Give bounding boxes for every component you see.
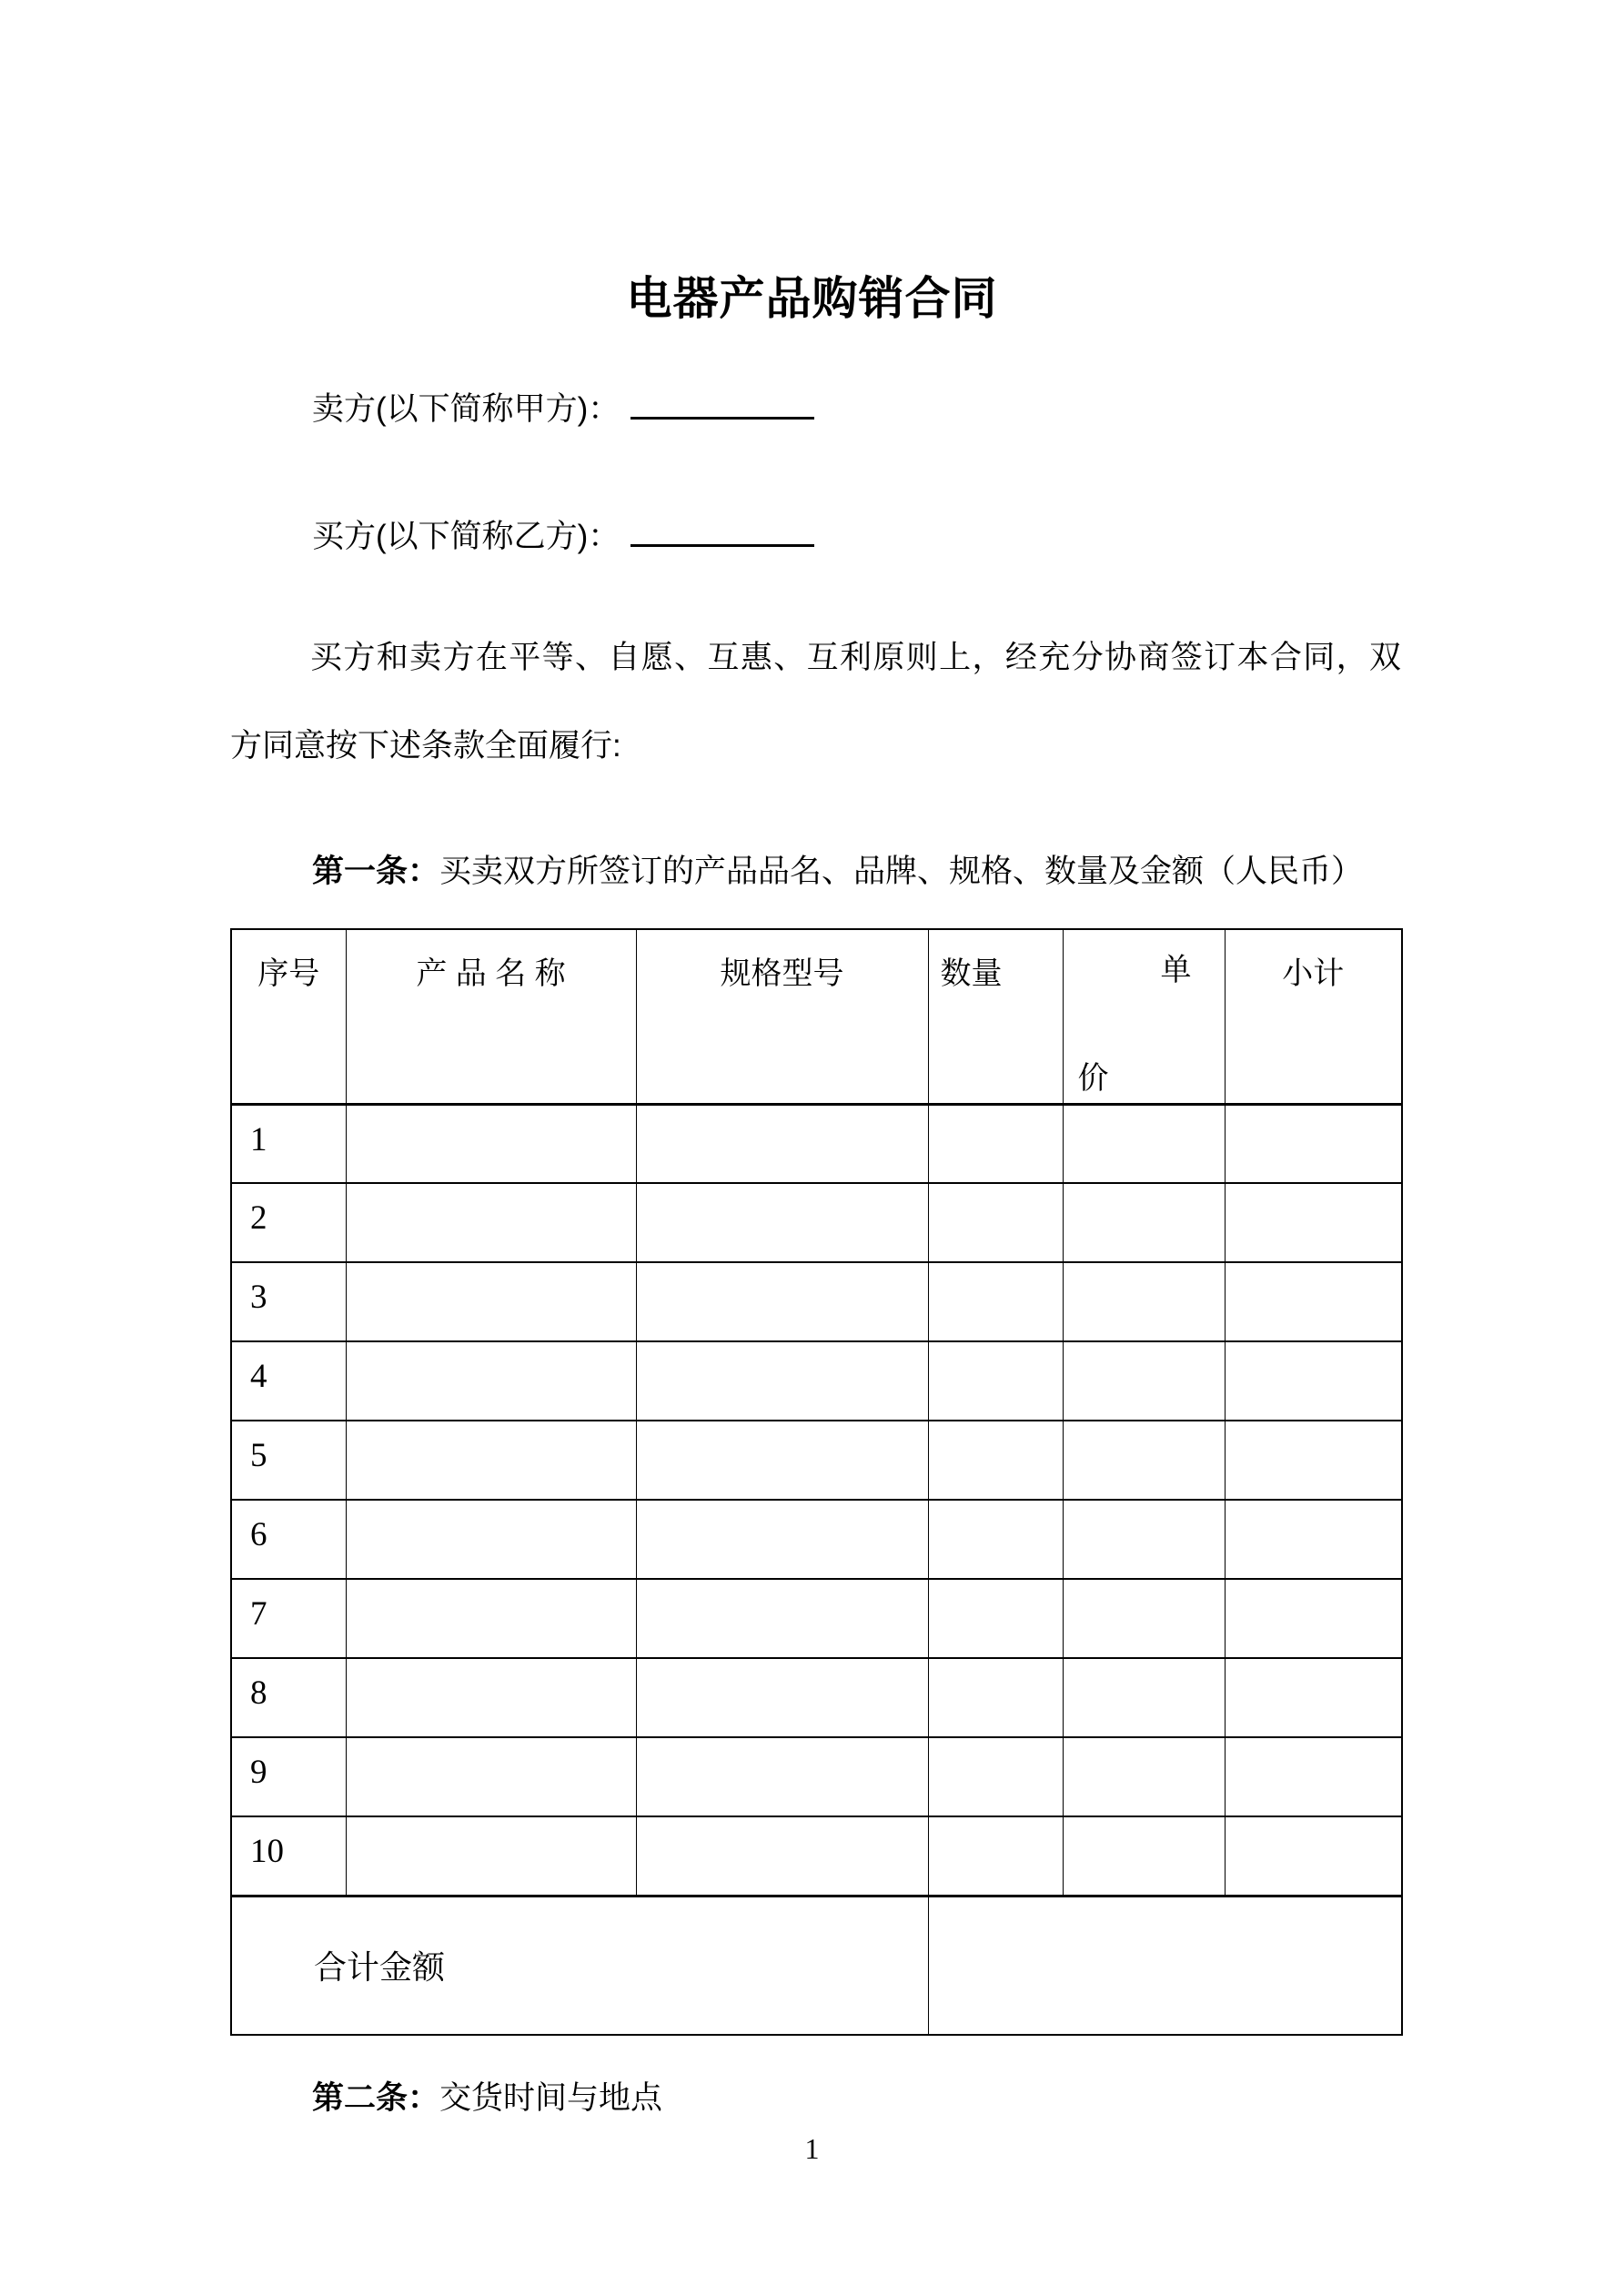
product-name-cell[interactable]: [346, 1183, 636, 1262]
document-title: 电器产品购销合同: [626, 273, 998, 324]
spec-model-cell[interactable]: [636, 1183, 928, 1262]
unit-price-line-2: 价: [1077, 1061, 1109, 1096]
row-number-cell: 7: [231, 1579, 346, 1658]
quantity-cell[interactable]: [928, 1579, 1063, 1658]
page-number: 1: [804, 2132, 820, 2165]
product-name-cell[interactable]: [346, 1816, 636, 1896]
quantity-cell[interactable]: [928, 1421, 1063, 1500]
subtotal-cell[interactable]: [1225, 1183, 1402, 1262]
col-header-subtotal: 小计: [1225, 929, 1402, 1104]
row-number-cell: 8: [231, 1658, 346, 1737]
quantity-cell[interactable]: [928, 1104, 1063, 1183]
buyer-name-blank[interactable]: [630, 510, 814, 547]
preamble-line-1: 买方和卖方在平等、自愿、互惠、互利原则上，经充分协商签订本合同，双: [310, 640, 1401, 675]
col-header-product-name: 产 品 名 称: [346, 929, 636, 1104]
unit-price-cell[interactable]: [1063, 1421, 1225, 1500]
table-row: [231, 1421, 1402, 1500]
spec-model-cell[interactable]: [636, 1421, 928, 1500]
col-header-quantity: 数量: [928, 929, 1063, 1104]
spec-model-cell[interactable]: [636, 1341, 928, 1421]
clause-2-text: 交货时间与地点: [439, 2080, 663, 2116]
col-header-unit-price: [1063, 929, 1225, 1104]
spec-model-cell[interactable]: [636, 1104, 928, 1183]
total-amount-label: 合计金额: [231, 1896, 928, 2035]
quantity-cell[interactable]: [928, 1262, 1063, 1341]
spec-model-cell[interactable]: [636, 1737, 928, 1816]
quantity-cell[interactable]: [928, 1737, 1063, 1816]
spec-model-cell[interactable]: [636, 1500, 928, 1579]
unit-price-line-1: 单: [1160, 953, 1192, 987]
table-row: [231, 1658, 1402, 1737]
subtotal-cell[interactable]: [1225, 1421, 1402, 1500]
row-number-cell: 5: [231, 1421, 346, 1500]
buyer-label: 买方(以下简称乙方)：: [312, 519, 620, 554]
quantity-cell[interactable]: [928, 1341, 1063, 1421]
unit-price-cell[interactable]: [1063, 1658, 1225, 1737]
clause-2-heading: [230, 2078, 1504, 2119]
unit-price-cell[interactable]: [1063, 1183, 1225, 1262]
total-amount-value-cell[interactable]: [928, 1896, 1402, 2035]
spec-model-cell[interactable]: [636, 1262, 928, 1341]
table-row: [231, 1737, 1402, 1816]
buyer-line: [230, 510, 1401, 558]
subtotal-cell[interactable]: [1225, 1816, 1402, 1896]
row-number-cell: 3: [231, 1262, 346, 1341]
clause-1-text: 买卖双方所签订的产品品名、品牌、规格、数量及金额（人民币）: [439, 854, 1364, 889]
unit-price-cell[interactable]: [1063, 1341, 1225, 1421]
preamble-line-2: 方同意按下述条款全面履行:: [230, 728, 621, 764]
product-name-cell[interactable]: [346, 1262, 636, 1341]
table-header-row: [231, 929, 1402, 1104]
subtotal-cell[interactable]: [1225, 1658, 1402, 1737]
unit-price-cell[interactable]: [1063, 1579, 1225, 1658]
subtotal-cell[interactable]: [1225, 1341, 1402, 1421]
row-number-cell: 10: [231, 1816, 346, 1896]
subtotal-cell[interactable]: [1225, 1500, 1402, 1579]
row-number-cell: 1: [231, 1104, 346, 1183]
clause-1-heading: [230, 851, 1504, 893]
spec-model-cell[interactable]: [636, 1816, 928, 1896]
unit-price-cell[interactable]: [1063, 1500, 1225, 1579]
seller-name-blank[interactable]: [630, 382, 814, 420]
product-name-cell[interactable]: [346, 1737, 636, 1816]
table-row: [231, 1104, 1402, 1183]
quantity-cell[interactable]: [928, 1816, 1063, 1896]
col-header-spec-model: 规格型号: [636, 929, 928, 1104]
seller-line: [230, 382, 1401, 430]
clause-2-label: 第二条：: [312, 2080, 440, 2116]
row-number-cell: 6: [231, 1500, 346, 1579]
products-table: [230, 928, 1403, 2036]
product-name-cell[interactable]: [346, 1579, 636, 1658]
unit-price-cell[interactable]: [1063, 1104, 1225, 1183]
product-name-cell[interactable]: [346, 1421, 636, 1500]
product-name-cell[interactable]: [346, 1500, 636, 1579]
subtotal-cell[interactable]: [1225, 1104, 1402, 1183]
unit-price-cell[interactable]: [1063, 1262, 1225, 1341]
unit-price-cell[interactable]: [1063, 1737, 1225, 1816]
product-name-cell[interactable]: [346, 1341, 636, 1421]
spec-model-cell[interactable]: [636, 1579, 928, 1658]
unit-price-cell[interactable]: [1063, 1816, 1225, 1896]
subtotal-cell[interactable]: [1225, 1262, 1402, 1341]
row-number-cell: 9: [231, 1737, 346, 1816]
total-row: [231, 1896, 1402, 2035]
table-row: [231, 1816, 1402, 1896]
subtotal-cell[interactable]: [1225, 1579, 1402, 1658]
row-number-cell: 4: [231, 1341, 346, 1421]
spec-model-cell[interactable]: [636, 1658, 928, 1737]
seller-label: 卖方(以下简称甲方)：: [312, 391, 620, 427]
quantity-cell[interactable]: [928, 1658, 1063, 1737]
quantity-cell[interactable]: [928, 1183, 1063, 1262]
col-header-no: 序号: [231, 929, 346, 1104]
product-name-cell[interactable]: [346, 1658, 636, 1737]
table-row: [231, 1500, 1402, 1579]
quantity-cell[interactable]: [928, 1500, 1063, 1579]
product-name-cell[interactable]: [346, 1104, 636, 1183]
subtotal-cell[interactable]: [1225, 1737, 1402, 1816]
table-row: [231, 1262, 1402, 1341]
table-row: [231, 1183, 1402, 1262]
row-number-cell: 2: [231, 1183, 346, 1262]
clause-1-label: 第一条：: [312, 854, 440, 889]
table-row: [231, 1579, 1402, 1658]
table-row: [231, 1341, 1402, 1421]
